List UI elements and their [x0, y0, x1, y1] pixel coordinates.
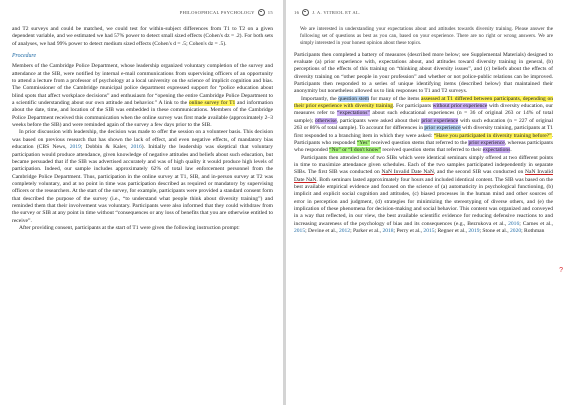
citation-link[interactable]: 2019 — [468, 227, 480, 234]
margin-question-mark[interactable]: ? — [559, 267, 563, 274]
procedure-paragraph-3: After providing consent, participants at the start of T1 were given the following instruction prompt: — [19, 224, 240, 231]
text-run: ; Parker et al., — [350, 227, 383, 234]
left-body — [12, 26, 273, 232]
highlight-prior-experience[interactable]: prior experience — [468, 139, 505, 146]
text-run: . For participants — [393, 103, 433, 110]
journal-logo-icon — [302, 9, 309, 16]
highlight-expectations[interactable]: expectations — [482, 147, 511, 154]
question-stem-paragraph — [294, 96, 553, 155]
page-number-right: 16 — [294, 9, 300, 15]
text-run: Participants then attended one of two SIBs which were identical seminars simply offered at two different points in time to maximize attendance given schedules. Each of the two samples participated independently in separate SIBs. The first SIB was conducted on — [294, 154, 553, 176]
citation-link[interactable]: 2016 — [130, 144, 142, 151]
text-run: ; Stone et al., — [479, 227, 511, 234]
text-run: for many of the items — [369, 95, 421, 102]
journal-logo-icon — [258, 9, 265, 16]
text-run: with diversity training, participants at T1 first responded to a branching item in which they were asked: — [294, 125, 553, 139]
text-run: . Both seminars lasted approximately four hours and included identical content. The SIB was based on the best available empirical evidence and focused on the science of (a) automaticity in psychological functioning, (b) implicit and explicit social cognition and attitudes, (c) biased processes in the human mind and other sources of error in perception and judgment, (d) strategies for minimizing the stereotyping of diverse others, and (e) the implication of these phenomena for decision-making and social behavior. This content was organized and conveyed in a way that reflected, in our view, the best available scientific evidence for reducing defensive reactions to and increasing awareness of the psychology of bias and its consequences (e.g., Bezrukova et al., — [294, 176, 553, 227]
right-page — [286, 0, 569, 405]
text-run: Importantly, the — [301, 95, 339, 102]
citation-link[interactable]: 2020 — [510, 227, 522, 234]
highlight-without-prior[interactable]: without prior experience — [432, 103, 488, 110]
citation-link[interactable]: 2012 — [338, 227, 351, 234]
highlight-question-stem[interactable]: question stem — [338, 95, 370, 102]
text-run: , participants were asked about their — [336, 117, 422, 124]
left-page — [0, 0, 283, 405]
citation-link[interactable]: 2016 — [508, 220, 520, 227]
text-run: , whereas participants who responded — [294, 139, 554, 154]
text-run: , and the second SIB was conducted on — [433, 169, 526, 176]
text-run: about such educational experiences (n = 36 of original 263 or 14% of total sample); — [294, 110, 553, 124]
highlight-no-dont-know[interactable]: “No” or “I don't know” — [329, 147, 381, 154]
procedure-paragraph-1 — [12, 63, 273, 129]
section-heading-procedure: Procedure — [12, 53, 37, 60]
highlight-expectations[interactable]: “expectations” — [337, 110, 370, 117]
text-run: . — [510, 147, 512, 154]
highlight-prior-experience[interactable]: prior experience — [424, 125, 461, 132]
highlight-branching-question[interactable]: “Have you participated in diversity training before?” — [433, 132, 552, 139]
highlight-online-survey[interactable]: online survey for T1 — [188, 100, 236, 107]
text-run: with diversity education, our measures refer to — [294, 103, 553, 117]
invalid-date: NaN Invalid Date NaN — [381, 169, 434, 176]
highlight-yes[interactable]: “Yes” — [356, 139, 370, 146]
highlight-otherwise[interactable]: otherwise — [315, 117, 337, 124]
text-run: In prior discussion with leadership, the decision was made to offer the session on a volunteer basis. This decision was based on previous research that has shown the lack of effect, and even negative effects, of mandatory bias education (CBS News, — [12, 129, 273, 151]
text-run: . Participants who responded — [294, 132, 554, 146]
highlight-assessed-t1[interactable]: assessed at T1 differed between participants, depending on their prior experience with diversity training — [294, 95, 553, 110]
text-run: Members of the Cambridge Police Department, whose leadership organized voluntary completion of the survey and attendance at the SIB, were notified by internal e-mail communications from supervising officers of an opportunity to attend a lecture from a professor of psychology at a local university on the science of implicit cognition and bias. The Commissioner of the Cambridge municipal police department expressed support for “police education about blind spots that affect workplace decisions” and enthusiasm for “opening the entire Cambridge Police Department to a scientific understanding about our own attitude and behavior.” A link to the — [12, 63, 273, 107]
procedure-paragraph-2 — [12, 129, 273, 224]
measures-paragraph: Participants then completed a battery of measures (described more below; see Supplemental Materials) designed to evaluate (a) prior experience with, expectations about, and attitudes toward diversity training in general, (b) perceptions of the effects of this training on “thinking about diversity issues”, and (c) beliefs about the effects of diversity training on “other people in your profession” and whether or not police-public relations can be improved. Participants then responded to a series of unique identifying items (described below) that maintained their anonymity but nonetheless allowed us to link responses to T1 and T2 surveys. — [294, 51, 553, 95]
citation-link[interactable]: 2015 — [294, 227, 306, 234]
text-run: ; Rothman — [521, 227, 545, 234]
instruction-quote: We are interested in understanding your expectations about and attitudes towards diversity training. Please answer the following set of questions as best as you can, based on your experience. There are no right or wrong answers. We are simply interested in your honest opinion about these topics. — [300, 26, 553, 46]
text-run: ; Carnes et al., — [519, 220, 553, 227]
page-number-left: 15 — [267, 9, 273, 15]
citation-link[interactable]: 2018 — [382, 227, 394, 234]
sib-paragraph — [294, 155, 553, 236]
text-run: and information about the date, time, and location of the SIB was embedded in these communications. Members of the Cambridge Police Department received this communication when the online survey was first made available (approximately 2–3 weeks before the SIB) and were reminded again of the survey a few days prior to the SIB. — [12, 100, 273, 129]
text-run: ). Initially the leadership was skeptical that voluntary participation would produce attendance, given knowledge of negative attitudes and beliefs about such education, but became persuaded that if the SIB was advertised accurately and was of high quality it would produce high levels of participation. Indeed, our sample includes approximately 62% of total law enforcement personnel from the Cambridge Police Department. Thus, participation in the online survey at T1, SIB, and in-person survey at T2 was completely voluntary, and at no point in time was participation described as required or mandatory by supervising officers or the researchers. At the start of the survey, for example, participants were provided a standard consent form that described the purpose of the survey (i.e., “to understand what people think about diversity training”) and reminded them that their involvement was voluntary. Participants were also informed that they could withdraw from the survey or SIB at any point in time without “consequences or any loss of benefits that you are otherwise entitled to receive”. — [12, 144, 273, 224]
right-body — [294, 52, 553, 236]
citation-link[interactable]: 2015 — [423, 227, 435, 234]
citation-link[interactable]: 2019 — [69, 144, 81, 151]
running-head-right — [294, 8, 553, 16]
invalid-date: NaN Invalid Date NaN — [294, 169, 553, 183]
text-run: received question stems that referred to the — [369, 139, 469, 146]
text-run: with such education (n = 227 of original 263 or 86% of total sample). To account for differences in — [294, 117, 553, 132]
text-run: ; Regner et al., — [434, 227, 469, 234]
text-run: ; Perry et al., — [393, 227, 424, 234]
text-run: ; Dobbin & Kalev, — [80, 144, 131, 151]
text-run: ; Devine et al., — [305, 227, 339, 234]
intro-paragraph: and T2 surveys and could be matched, we could test for within-subject differences from T1 to T2 on a given dependent variable, and we estimated we had 57% power to detect small sized effects (Cohen's dz = .2). For both sets of analyses, we had 99% power to detect medium sized effects (Cohen's d = .5; Cohen's dz = .5). — [12, 26, 273, 47]
highlight-prior-experience[interactable]: prior experience — [421, 117, 459, 124]
running-head-authors: J. A. VITRIOL ET AL. — [312, 9, 361, 15]
text-run: received question stems that referred to their — [380, 147, 483, 154]
running-head-left — [12, 8, 273, 16]
journal-title: PHILOSOPHICAL PSYCHOLOGY — [179, 9, 255, 15]
